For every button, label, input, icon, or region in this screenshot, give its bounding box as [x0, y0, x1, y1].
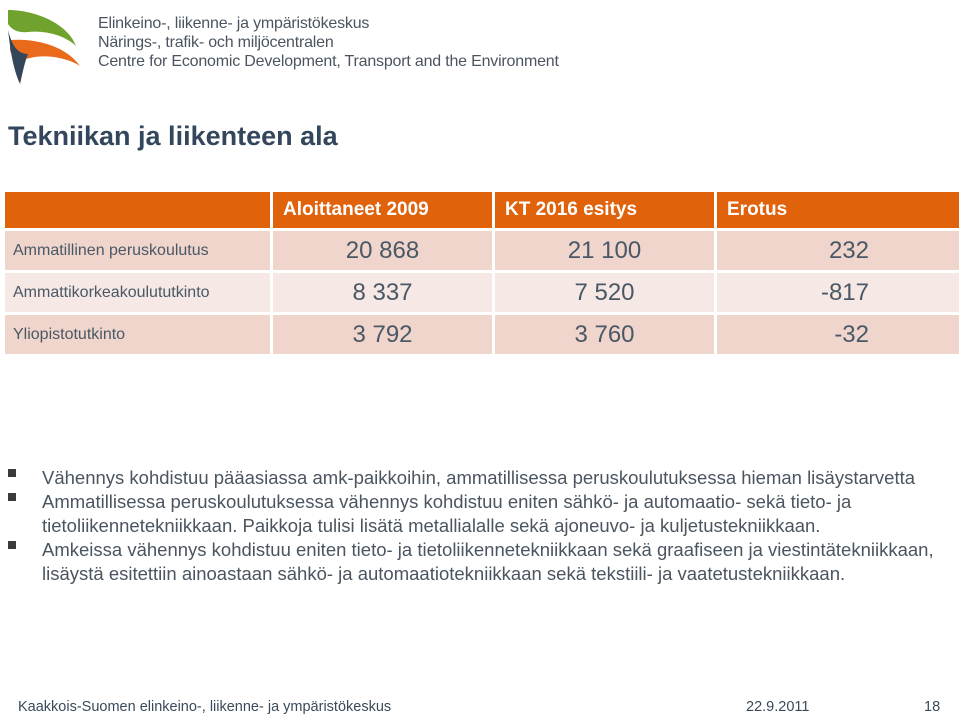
- row-label: Ammatillinen peruskoulutus: [5, 231, 270, 270]
- table-header-row: [5, 192, 959, 228]
- header-aloittaneet: Aloittaneet 2009: [273, 192, 492, 228]
- bullet-text: Vähennys kohdistuu pääasiassa amk-paikkoihin, ammatillisessa peruskoulutuksessa hieman lisäystarvetta: [42, 467, 916, 488]
- row-label: Ammattikorkeakoulututkinto: [5, 273, 270, 312]
- row-label: Yliopistotutkinto: [5, 315, 270, 354]
- header-erotus: Erotus: [717, 192, 959, 228]
- cell-kt-esitys: 3 760: [495, 315, 714, 354]
- cell-erotus: 232: [717, 231, 959, 270]
- cell-aloittaneet: 8 337: [273, 273, 492, 312]
- table-row: [5, 231, 959, 270]
- cell-kt-esitys: 21 100: [495, 231, 714, 270]
- bullet-list: [8, 466, 938, 586]
- header-label-column: [5, 192, 270, 228]
- organization-name: [98, 14, 559, 71]
- table-row: [5, 273, 959, 312]
- slide-title: Tekniikan ja liikenteen ala: [8, 121, 338, 151]
- org-name-finnish: Elinkeino-, liikenne- ja ympäristökeskus: [98, 15, 370, 32]
- cell-erotus: -32: [717, 315, 959, 354]
- ely-logo: [6, 6, 86, 86]
- cell-aloittaneet: 20 868: [273, 231, 492, 270]
- cell-erotus: -817: [717, 273, 959, 312]
- table-row: [5, 315, 959, 354]
- education-table: [2, 189, 959, 357]
- page-number: 18: [924, 699, 941, 715]
- bullet-item: [8, 538, 938, 586]
- bullet-text: Ammatillisessa peruskoulutuksessa vähennys kohdistuu eniten sähkö- ja automaatio- sekä tieto- ja tietoliikennetekniikkaan. Paikkoja tulisi lisätä metallialalle sekä ajoneuvo- ja kuljetustekniikkaan.: [42, 491, 852, 536]
- cell-kt-esitys: 7 520: [495, 273, 714, 312]
- cell-aloittaneet: 3 792: [273, 315, 492, 354]
- org-name-swedish: Närings-, trafik- och miljöcentralen: [98, 34, 334, 51]
- bullet-item: [8, 490, 938, 538]
- bullet-square-icon: [8, 493, 16, 501]
- bullet-square-icon: [8, 541, 16, 549]
- footer-organization: Kaakkois-Suomen elinkeino-, liikenne- ja ympäristökeskus: [18, 699, 392, 715]
- bullet-square-icon: [8, 469, 16, 477]
- bullet-item: [8, 466, 938, 490]
- bullet-text: Amkeissa vähennys kohdistuu eniten tieto- ja tietoliikennetekniikkaan sekä graafiseen ja viestintätekniikkaan, lisäystä esitettiin ainoastaan sähkö- ja automaatiotekniikkaan sekä tekstiili- ja vaatetustekniikkaan.: [42, 539, 934, 584]
- footer-date: 22.9.2011: [746, 699, 810, 715]
- org-name-english: Centre for Economic Development, Transport and the Environment: [98, 53, 559, 70]
- header-kt-esitys: KT 2016 esitys: [495, 192, 714, 228]
